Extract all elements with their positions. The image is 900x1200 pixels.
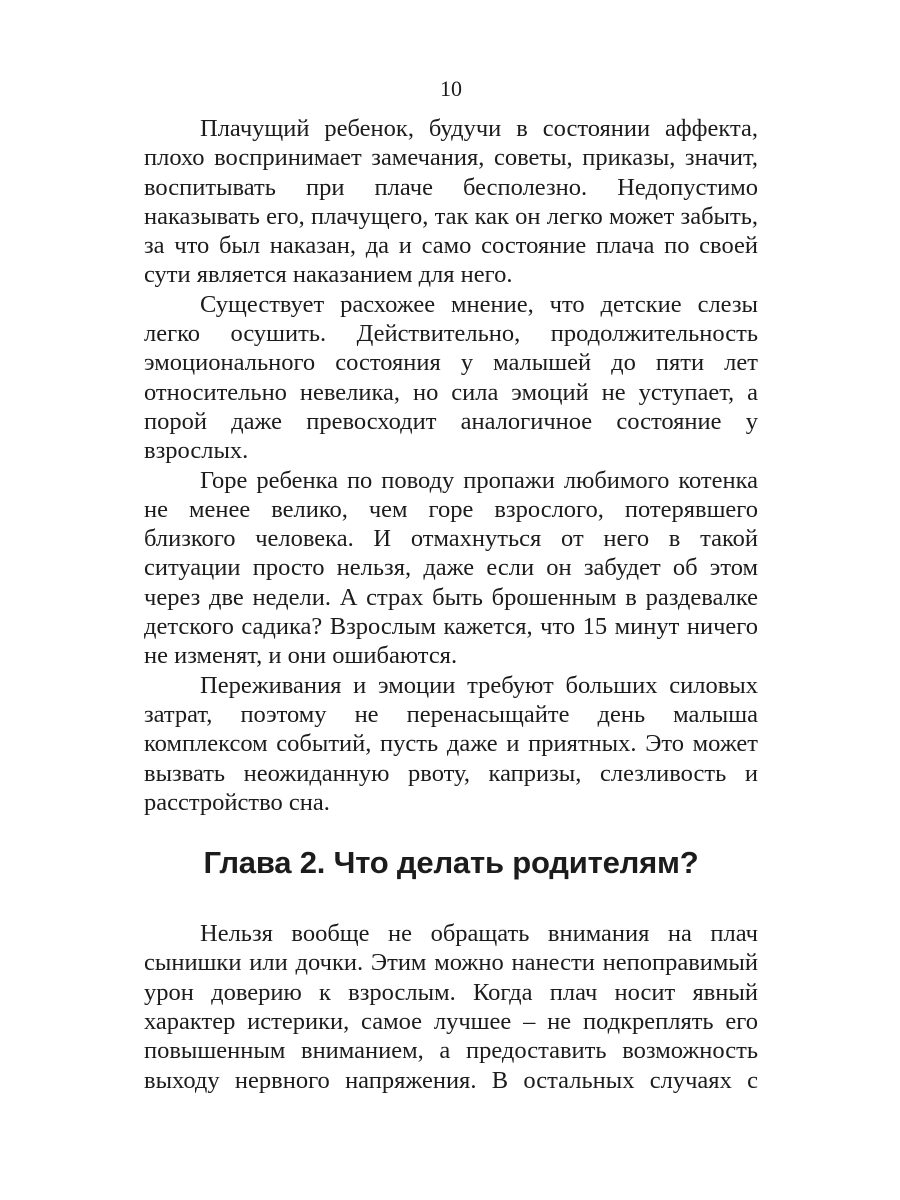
page-number: 10 xyxy=(440,76,462,101)
paragraph-childs-grief: Горе ребенка по поводу пропажи любимого котенка не менее велико, чем горе взрослого, потерявшего близкого человека. И отмахнуться от него в такой ситуации просто нельзя, даже если он забудет об этом через две недели. А страх быть брошенным в раздевалке детского садика? Взрослым кажется, что 15 минут ничего не изменят, и они ошибаются. xyxy=(144,466,758,670)
paragraph-parents-attention: Нельзя вообще не обращать внимания на плач сынишки или дочки. Этим можно нанести непоправимый урон доверию к взрослым. Когда плач носит явный характер истерики, самое лучшее – не подкреплять его повышенным вниманием, а предоставить возможность выходу нервного напряжения. В остальных случаях с xyxy=(144,920,758,1094)
chapter-heading: Глава 2. Что делать родителям? xyxy=(203,845,699,881)
book-page xyxy=(144,76,758,1095)
paragraph-crying-child-affect: Плачущий ребенок, будучи в состоянии аффекта, плохо воспринимает замечания, советы, приказы, значит, воспитывать при плаче бесполезно. Недопустимо наказывать его, плачущего, так как он легко может забыть, за что был наказан, да и само состояние плача по своей сути является наказанием для него. xyxy=(144,115,758,289)
paragraph-emotional-load: Переживания и эмоции требуют больших силовых затрат, поэтому не перенасыщайте день малыша комплексом событий, пусть даже и приятных. Это может вызвать неожиданную рвоту, капризы, слезливость и расстройство сна. xyxy=(144,671,758,816)
paragraph-childrens-tears: Существует расхожее мнение, что детские слезы легко осушить. Действительно, продолжительность эмоционального состояния у малышей до пяти лет относительно невелика, но сила эмоций не уступает, а порой даже превосходит аналогичное состояние у взрослых. xyxy=(144,290,758,465)
